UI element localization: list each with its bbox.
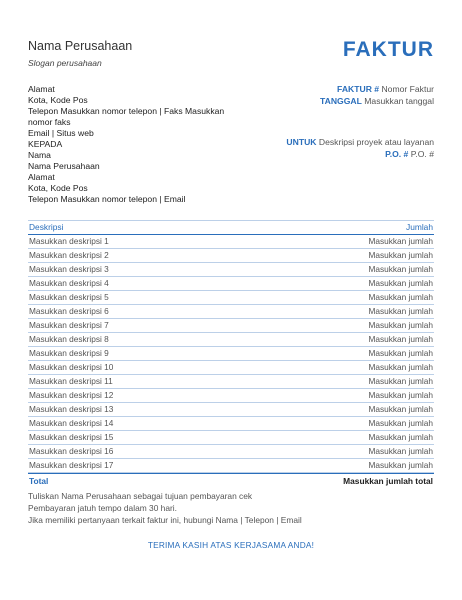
column-header-amount: Jumlah xyxy=(406,222,433,232)
recipient-company: Nama Perusahaan xyxy=(28,161,100,171)
table-header xyxy=(28,220,434,235)
row-amount: Masukkan jumlah xyxy=(368,320,433,330)
total-label: Total xyxy=(29,476,49,486)
sender-email-web: Email | Situs web xyxy=(28,128,94,138)
row-amount: Masukkan jumlah xyxy=(368,362,433,372)
row-amount: Masukkan jumlah xyxy=(368,292,433,302)
row-description: Masukkan deskripsi 6 xyxy=(29,306,109,316)
row-amount: Masukkan jumlah xyxy=(368,460,433,470)
table-row xyxy=(28,417,434,431)
sender-fax: nomor faks xyxy=(28,117,71,127)
note-line-1: Tuliskan Nama Perusahaan sebagai tujuan pembayaran cek xyxy=(28,491,253,501)
table-row xyxy=(28,375,434,389)
invoice-for-label: UNTUK xyxy=(286,137,317,147)
row-amount: Masukkan jumlah xyxy=(368,432,433,442)
recipient-phone: Telepon Masukkan nomor telepon | Email xyxy=(28,194,186,204)
table-row xyxy=(28,291,434,305)
table-row xyxy=(28,445,434,459)
line-items-table xyxy=(28,220,434,487)
thank-you-message: TERIMA KASIH ATAS KERJASAMA ANDA! xyxy=(147,540,315,550)
row-amount: Masukkan jumlah xyxy=(368,236,433,246)
invoice-po-value: P.O. # xyxy=(410,149,434,159)
invoice-date-value: Masukkan tanggal xyxy=(364,96,434,106)
row-amount: Masukkan jumlah xyxy=(368,404,433,414)
table-row xyxy=(28,235,434,249)
invoice-for-line xyxy=(286,137,434,147)
table-row xyxy=(28,319,434,333)
company-slogan: Slogan perusahaan xyxy=(28,58,102,68)
row-description: Masukkan deskripsi 11 xyxy=(29,376,113,386)
row-amount: Masukkan jumlah xyxy=(368,264,433,274)
row-description: Masukkan deskripsi 5 xyxy=(29,292,109,302)
company-name: Nama Perusahaan xyxy=(28,39,133,53)
invoice-for-value: Deskripsi proyek atau layanan xyxy=(318,137,434,147)
invoice-number-label: FAKTUR # xyxy=(337,84,380,94)
invoice-title: FAKTUR xyxy=(342,38,434,61)
row-description: Masukkan deskripsi 7 xyxy=(29,320,109,330)
row-description: Masukkan deskripsi 10 xyxy=(29,362,114,372)
row-description: Masukkan deskripsi 9 xyxy=(29,348,109,358)
table-row xyxy=(28,263,434,277)
row-amount: Masukkan jumlah xyxy=(368,376,433,386)
recipient-city: Kota, Kode Pos xyxy=(28,183,88,193)
sender-city: Kota, Kode Pos xyxy=(28,95,88,105)
row-description: Masukkan deskripsi 15 xyxy=(29,432,114,442)
table-body xyxy=(28,235,434,473)
table-row xyxy=(28,403,434,417)
invoice-date-line xyxy=(320,96,434,106)
row-description: Masukkan deskripsi 16 xyxy=(29,446,114,456)
table-row xyxy=(28,431,434,445)
invoice-number-value: Nomor Faktur xyxy=(381,84,434,94)
row-amount: Masukkan jumlah xyxy=(368,348,433,358)
column-header-description: Deskripsi xyxy=(29,222,64,232)
invoice-po-label: P.O. # xyxy=(385,149,409,159)
row-description: Masukkan deskripsi 17 xyxy=(29,460,114,470)
invoice-po-line xyxy=(385,149,434,159)
sender-address: Alamat xyxy=(28,84,55,94)
row-description: Masukkan deskripsi 4 xyxy=(29,278,109,288)
row-amount: Masukkan jumlah xyxy=(368,334,433,344)
table-row xyxy=(28,459,434,473)
row-description: Masukkan deskripsi 1 xyxy=(29,236,109,246)
address-block xyxy=(28,84,278,205)
row-description: Masukkan deskripsi 2 xyxy=(29,250,109,260)
table-row xyxy=(28,333,434,347)
row-description: Masukkan deskripsi 3 xyxy=(29,264,109,274)
table-row xyxy=(28,361,434,375)
recipient-address: Alamat xyxy=(28,172,55,182)
row-amount: Masukkan jumlah xyxy=(368,278,433,288)
recipient-label: KEPADA xyxy=(28,139,63,149)
row-description: Masukkan deskripsi 12 xyxy=(29,390,114,400)
sender-phone: Telepon Masukkan nomor telepon | Faks Masukkan xyxy=(28,106,225,116)
table-row xyxy=(28,347,434,361)
note-line-2: Pembayaran jatuh tempo dalam 30 hari. xyxy=(28,503,177,513)
row-description: Masukkan deskripsi 14 xyxy=(29,418,114,428)
row-amount: Masukkan jumlah xyxy=(368,250,433,260)
row-description: Masukkan deskripsi 13 xyxy=(29,404,114,414)
row-amount: Masukkan jumlah xyxy=(368,418,433,428)
table-row xyxy=(28,249,434,263)
table-row xyxy=(28,305,434,319)
recipient-name: Nama xyxy=(28,150,51,160)
table-row xyxy=(28,277,434,291)
total-row xyxy=(28,473,434,487)
row-amount: Masukkan jumlah xyxy=(368,306,433,316)
row-amount: Masukkan jumlah xyxy=(368,446,433,456)
table-row xyxy=(28,389,434,403)
invoice-date-label: TANGGAL xyxy=(320,96,362,106)
payment-notes xyxy=(28,490,302,526)
row-amount: Masukkan jumlah xyxy=(368,390,433,400)
row-description: Masukkan deskripsi 8 xyxy=(29,334,109,344)
invoice-number-line xyxy=(337,84,434,94)
note-line-3: Jika memiliki pertanyaan terkait faktur ini, hubungi Nama | Telepon | Email xyxy=(28,515,302,525)
total-value: Masukkan jumlah total xyxy=(343,476,433,486)
